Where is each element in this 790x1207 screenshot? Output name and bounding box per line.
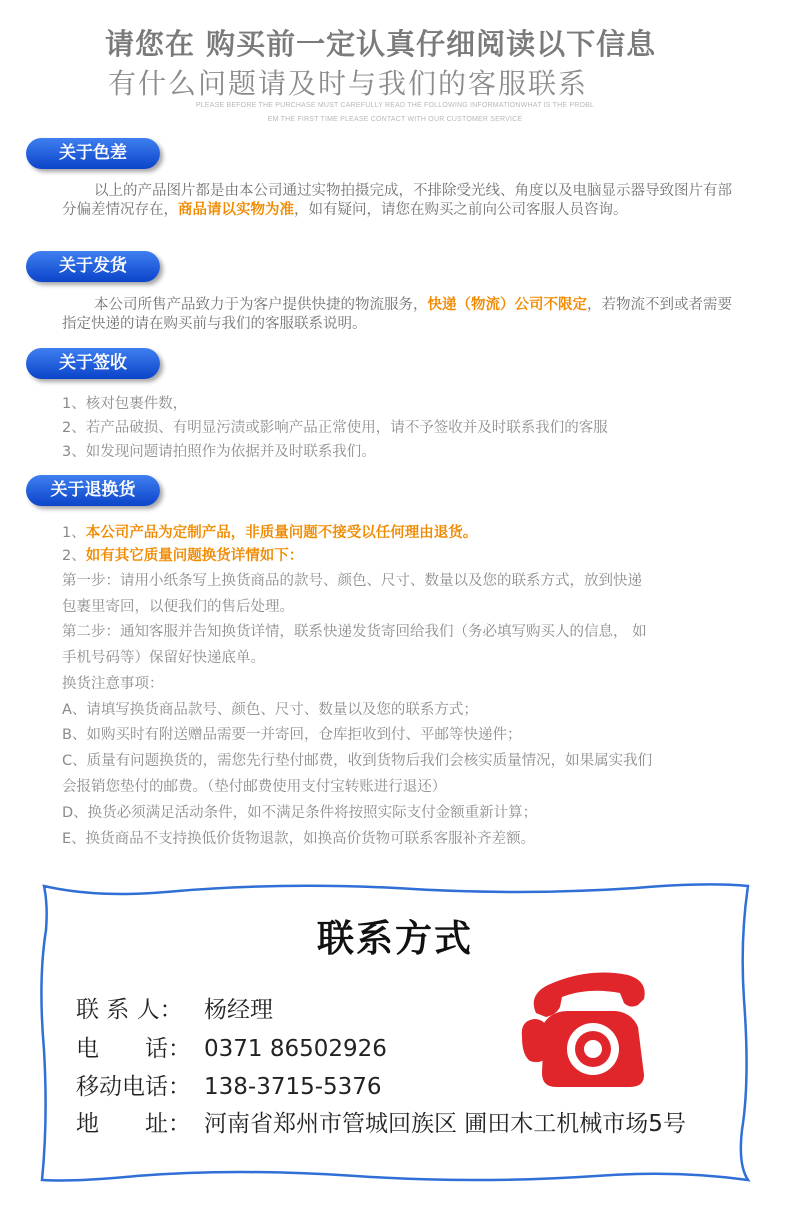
receipt-line: 2、若产品破损、有明显污渍或影响产品正常使用，请不予签收并及时联系我们的客服: [62, 420, 608, 436]
returns-line: 包裹里寄回，以便我们的售后处理。: [62, 599, 294, 615]
contact-title: 联系方式: [317, 917, 473, 960]
returns-line: 手机号码等）保留好快递底单。: [62, 650, 265, 666]
returns-line: E、换货商品不支持换低价货物退款，如换高价货物可联系客服补齐差额。: [62, 831, 536, 847]
returns-item-2-number: 2、: [62, 548, 86, 564]
english-subtitle-line1: PLEASE BEFORE THE PURCHASE MUST CAREFULLY READ THE FOLLOWING INFORMATIONWHAT IS THE PROBL: [195, 102, 595, 109]
shipping-highlight: 快递（物流）公司不限定: [427, 297, 587, 313]
returns-item-2-text: 如有其它质量问题换货详情如下：: [85, 548, 304, 564]
telephone-icon: [518, 965, 654, 1091]
returns-line: A、请填写换货商品款号、颜色、尺寸、数量以及您的联系方式；: [62, 702, 478, 718]
returns-line: 换货注意事项：: [62, 676, 164, 692]
contact-value: 138-3715-5376: [204, 1074, 382, 1100]
returns-item-2: [62, 544, 303, 565]
returns-item-1: [62, 521, 477, 542]
shipping-text-before: 本公司所售产品致力于为客户提供快捷的物流服务，: [94, 297, 428, 313]
english-subtitle-line2: EM THE FIRST TIME PLEASE CONTACT WITH OUR CUSTOMER SERVICE: [267, 116, 523, 123]
page-subtitle: 有什么问题请及时与我们的客服联系: [108, 67, 589, 100]
contact-label: 地 址：: [76, 1111, 191, 1137]
contact-row: [76, 1068, 382, 1101]
section-badge-receipt: 关于签收: [26, 348, 160, 379]
returns-line: 第二步：通知客服并告知换货详情，联系快递发货寄回给我们（务必填写购买人的信息， 如: [62, 624, 647, 640]
receipt-line: 1、核对包裹件数，: [62, 396, 188, 412]
contact-value: 杨经理: [204, 997, 273, 1023]
returns-line: D、换货必须满足活动条件，如不满足条件将按照实际支付金额重新计算；: [62, 805, 538, 821]
returns-line: C、质量有问题换货的，需您先行垫付邮费，收到货物后我们会核实质量情况，如果属实我们: [62, 753, 653, 769]
shipping-paragraph: [62, 296, 744, 334]
section-badge-shipping: 关于发货: [26, 251, 160, 282]
color-highlight: 商品请以实物为准: [178, 202, 294, 218]
color-text-before: 以上的产品图片都是由本公司通过实物拍摄完成，不排除受光线、角度以及电脑显示器导致图片有部分偏差情况存在，: [62, 183, 732, 218]
returns-line: B、如购买时有附送赠品需要一并寄回，仓库拒收到付、平邮等快递件；: [62, 727, 522, 743]
contact-label: 联 系 人：: [76, 997, 183, 1023]
contact-label: 电 话：: [76, 1036, 191, 1062]
shipping-text-after: ，若物流不到或者需要指定快递的请在购买前与我们的客服联系说明。: [62, 297, 732, 332]
returns-line: 会报销您垫付的邮费。（垫付邮费使用支付宝转账进行退还）: [62, 779, 447, 795]
returns-line: 第一步：请用小纸条写上换货商品的款号、颜色、尺寸、数量以及您的联系方式，放到快递: [62, 573, 642, 589]
section-badge-color: 关于色差: [26, 138, 160, 169]
receipt-line: 3、如发现问题请拍照作为依据并及时联系我们。: [62, 444, 376, 460]
returns-item-1-number: 1、: [62, 525, 86, 541]
contact-row: [76, 1030, 387, 1063]
contact-row: [76, 1105, 686, 1138]
color-paragraph: [62, 182, 744, 220]
page-title: 请您在 购买前一定认真仔细阅读以下信息: [105, 27, 657, 61]
contact-value: 0371 86502926: [204, 1036, 387, 1062]
returns-item-1-text: 本公司产品为定制产品，非质量问题不接受以任何理由退货。: [85, 525, 478, 541]
contact-row: [76, 991, 273, 1024]
contact-value: 河南省郑州市管城回族区 圃田木工机械市场5号: [204, 1111, 686, 1137]
color-text-after: ，如有疑问，请您在购买之前向公司客服人员咨询。: [294, 202, 628, 218]
contact-label: 移动电话：: [76, 1074, 191, 1100]
section-badge-returns: 关于退换货: [26, 475, 160, 506]
